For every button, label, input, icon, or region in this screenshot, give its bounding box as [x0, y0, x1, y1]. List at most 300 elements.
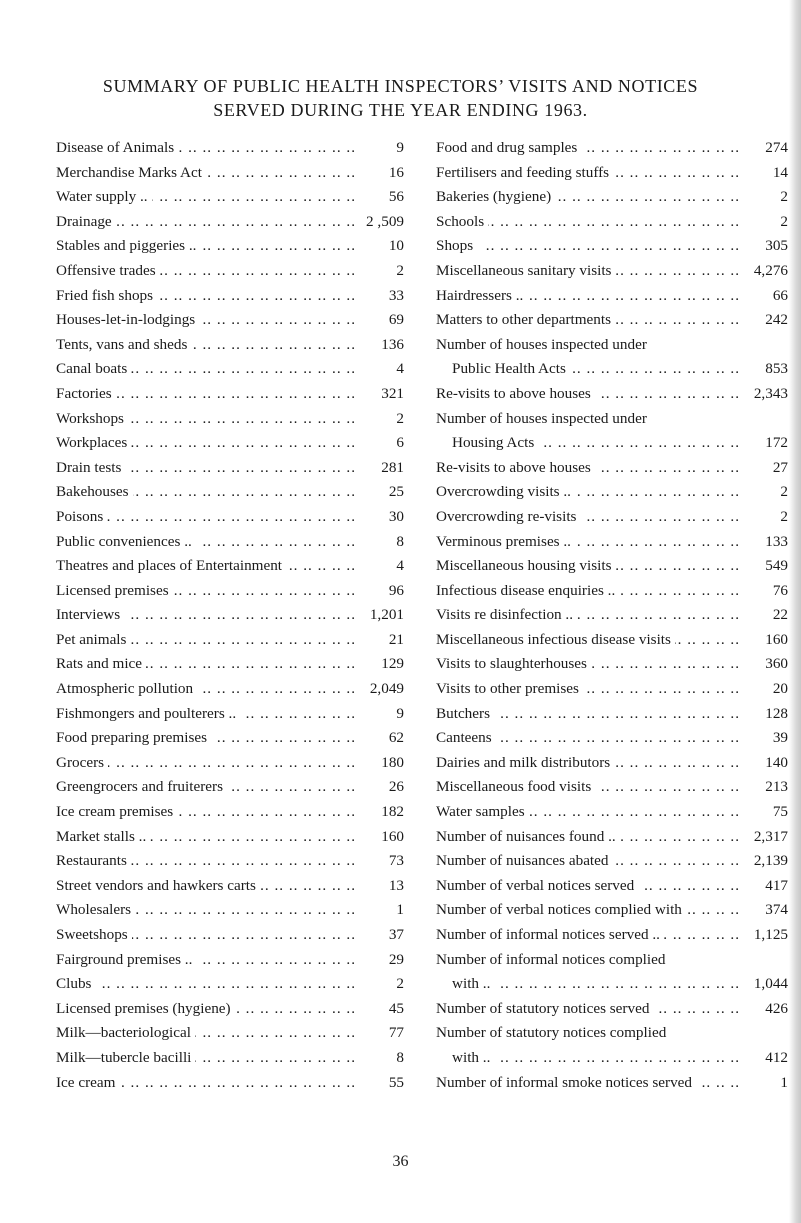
row-label-text: Fishmongers and poulterers .. — [56, 705, 240, 722]
row-value: 9 — [356, 136, 404, 161]
row-label — [436, 407, 740, 432]
row-label — [436, 775, 740, 800]
row-label-text: Butchers — [436, 705, 494, 722]
table-row — [436, 185, 788, 210]
table-row — [436, 1021, 788, 1046]
row-label-text: Houses-let-in-lodgings — [56, 311, 199, 328]
row-label — [56, 751, 356, 776]
row-label-text: Dairies and milk distributors — [436, 754, 614, 771]
row-label — [56, 382, 356, 407]
row-value: 4,276 — [740, 259, 788, 284]
row-label-text: Greengrocers and fruiterers — [56, 778, 227, 795]
page-title — [0, 74, 801, 122]
row-value: 13 — [356, 874, 404, 899]
row-value: 9 — [356, 702, 404, 727]
row-value: 21 — [356, 628, 404, 653]
row-value: 853 — [740, 357, 788, 382]
row-label — [436, 972, 740, 997]
row-value: 62 — [356, 726, 404, 751]
table-row — [56, 382, 404, 407]
row-label-text: Canal boats — [56, 360, 131, 377]
table-row — [56, 948, 404, 973]
table-row — [436, 628, 788, 653]
row-label-text: Market stalls .. — [56, 828, 150, 845]
row-label — [56, 259, 356, 284]
row-label — [436, 997, 740, 1022]
row-value: 20 — [740, 677, 788, 702]
row-value: 213 — [740, 775, 788, 800]
row-label-text: Milk—bacteriological — [56, 1024, 195, 1041]
row-label-text: Number of nuisances abated — [436, 852, 612, 869]
row-value: 69 — [356, 308, 404, 333]
row-value: 39 — [740, 726, 788, 751]
row-label — [436, 234, 740, 259]
row-label — [436, 849, 740, 874]
row-label — [56, 702, 356, 727]
row-label — [56, 579, 356, 604]
row-label — [436, 161, 740, 186]
table-row — [436, 874, 788, 899]
row-label-text: Number of informal smoke notices served — [436, 1074, 696, 1091]
table-row — [56, 161, 404, 186]
row-label — [56, 357, 356, 382]
row-label — [56, 997, 356, 1022]
row-label — [436, 456, 740, 481]
row-value: 76 — [740, 579, 788, 604]
row-label-text: Overcrowding re-visits — [436, 508, 580, 525]
table-row — [436, 456, 788, 481]
table-row — [436, 308, 788, 333]
table-row — [56, 652, 404, 677]
row-value: 4 — [356, 554, 404, 579]
row-label — [56, 407, 356, 432]
row-label-text: Infectious disease enquiries .. — [436, 582, 619, 599]
row-label-text: Clubs — [56, 975, 95, 992]
row-label-text: Fried fish shops — [56, 287, 157, 304]
row-label — [436, 579, 740, 604]
table-row — [436, 382, 788, 407]
table-row — [436, 972, 788, 997]
row-value: 281 — [356, 456, 404, 481]
row-value: 549 — [740, 554, 788, 579]
row-value: 2,317 — [740, 825, 788, 850]
row-value: 8 — [356, 530, 404, 555]
row-value: 1,201 — [356, 603, 404, 628]
row-label — [56, 530, 356, 555]
row-value: 2 — [740, 185, 788, 210]
table-row — [56, 628, 404, 653]
row-label-text: Sweetshops — [56, 926, 132, 943]
row-label-text: Food and drug samples — [436, 139, 581, 156]
row-value: 128 — [740, 702, 788, 727]
row-label-text: Poisons — [56, 508, 107, 525]
row-label-text: Atmospheric pollution — [56, 680, 197, 697]
row-label-text: Hairdressers .. — [436, 287, 527, 304]
row-label-text: Overcrowding visits .. — [436, 483, 575, 500]
row-label-text: Number of informal notices complied — [436, 951, 669, 968]
table-row — [436, 136, 788, 161]
row-value: 2 ,509 — [356, 210, 404, 235]
table-row — [436, 800, 788, 825]
row-label — [436, 259, 740, 284]
row-label — [56, 775, 356, 800]
row-label-text: Pet animals — [56, 631, 130, 648]
row-label-text: Licensed premises — [56, 582, 173, 599]
row-label-text: Stables and piggeries .. — [56, 237, 200, 254]
row-label-text: Number of houses inspected under — [436, 410, 651, 427]
row-label-text: with .. — [452, 975, 494, 992]
row-value: 45 — [356, 997, 404, 1022]
row-label-text: Housing Acts — [452, 434, 538, 451]
row-label-text: Number of nuisances found .. — [436, 828, 620, 845]
row-label-text: Canteens — [436, 729, 496, 746]
row-value: 73 — [356, 849, 404, 874]
row-label — [56, 1021, 356, 1046]
table-row — [56, 726, 404, 751]
table-row — [436, 898, 788, 923]
table-row — [436, 1071, 788, 1096]
table-row — [56, 579, 404, 604]
table-row — [56, 210, 404, 235]
row-label — [436, 1046, 740, 1071]
row-label — [436, 923, 740, 948]
table-row — [436, 161, 788, 186]
row-label — [56, 456, 356, 481]
row-value: 29 — [356, 948, 404, 973]
row-label — [436, 1021, 740, 1046]
table-row — [436, 948, 788, 973]
row-label-text: Verminous premises .. — [436, 533, 575, 550]
row-value: 180 — [356, 751, 404, 776]
row-label-text: Bakeries (hygiene) — [436, 188, 555, 205]
row-label — [56, 431, 356, 456]
row-value: 77 — [356, 1021, 404, 1046]
row-label — [56, 948, 356, 973]
row-label-text: Re-visits to above houses — [436, 385, 595, 402]
row-label-text: Matters to other departments — [436, 311, 615, 328]
table-row — [436, 357, 788, 382]
row-label — [56, 234, 356, 259]
row-label — [56, 628, 356, 653]
table-row — [56, 308, 404, 333]
table-row — [436, 652, 788, 677]
table-row — [56, 751, 404, 776]
row-label-text: Number of informal notices served .. — [436, 926, 664, 943]
table-row — [56, 333, 404, 358]
row-label-text: Number of verbal notices served — [436, 877, 638, 894]
row-value: 140 — [740, 751, 788, 776]
table-row — [56, 1071, 404, 1096]
row-label — [436, 333, 740, 358]
row-label-text: Miscellaneous food visits — [436, 778, 595, 795]
row-label — [56, 185, 356, 210]
row-label — [436, 702, 740, 727]
row-label-text: Water samples — [436, 803, 529, 820]
row-label — [56, 898, 356, 923]
table-row — [436, 431, 788, 456]
row-label — [436, 284, 740, 309]
table-row — [56, 284, 404, 309]
row-value: 4 — [356, 357, 404, 382]
row-label-text: Workplaces — [56, 434, 131, 451]
left-column — [56, 136, 404, 1095]
row-value: 133 — [740, 530, 788, 555]
table-row — [436, 333, 788, 358]
row-label — [56, 849, 356, 874]
row-value: 305 — [740, 234, 788, 259]
row-label — [56, 677, 356, 702]
table-row — [436, 923, 788, 948]
row-label — [436, 554, 740, 579]
row-label — [56, 923, 356, 948]
row-label — [56, 308, 356, 333]
row-label — [436, 505, 740, 530]
table-row — [56, 259, 404, 284]
row-value: 274 — [740, 136, 788, 161]
row-value: 321 — [356, 382, 404, 407]
title-line-1: SUMMARY OF PUBLIC HEALTH INSPECTORS’ VISITS AND NOTICES — [102, 76, 699, 96]
row-value: 242 — [740, 308, 788, 333]
row-label — [436, 357, 740, 382]
row-label — [56, 726, 356, 751]
row-value: 1,125 — [740, 923, 788, 948]
row-label — [436, 751, 740, 776]
row-label-text: Food preparing premises — [56, 729, 211, 746]
row-label-text: Ice cream premises — [56, 803, 177, 820]
row-label — [56, 825, 356, 850]
row-value: 1 — [356, 898, 404, 923]
row-label-text: Number of verbal notices complied with — [436, 901, 686, 918]
table-row — [56, 554, 404, 579]
row-label-text: Number of statutory notices complied — [436, 1024, 670, 1041]
table-row — [436, 210, 788, 235]
row-label — [56, 603, 356, 628]
row-label-text: Street vendors and hawkers carts — [56, 877, 260, 894]
row-label — [436, 382, 740, 407]
row-value: 66 — [740, 284, 788, 309]
row-value: 30 — [356, 505, 404, 530]
table-row — [436, 579, 788, 604]
row-label — [56, 1046, 356, 1071]
table-row — [56, 530, 404, 555]
table-row — [56, 898, 404, 923]
table-row — [436, 677, 788, 702]
row-value: 360 — [740, 652, 788, 677]
row-value: 2 — [356, 972, 404, 997]
row-label — [56, 136, 356, 161]
table-row — [436, 480, 788, 505]
table-row — [56, 185, 404, 210]
table-row — [56, 1046, 404, 1071]
row-label-text: Milk—tubercle bacilli — [56, 1049, 195, 1066]
row-label — [56, 874, 356, 899]
row-label-text: Bakehouses — [56, 483, 133, 500]
row-value: 2,139 — [740, 849, 788, 874]
row-label-text: Rats and mice — [56, 655, 146, 672]
row-value: 412 — [740, 1046, 788, 1071]
page-edge-shadow — [789, 0, 801, 1223]
row-label — [56, 800, 356, 825]
table-row — [436, 259, 788, 284]
row-value: 417 — [740, 874, 788, 899]
row-value: 1 — [740, 1071, 788, 1096]
row-label — [56, 1071, 356, 1096]
row-label-text: Visits to slaughterhouses — [436, 655, 591, 672]
row-value: 96 — [356, 579, 404, 604]
row-label-text: Fertilisers and feeding stuffs — [436, 164, 613, 181]
row-label — [56, 284, 356, 309]
row-label-text: Public conveniences .. — [56, 533, 196, 550]
table-row — [56, 677, 404, 702]
table-row — [56, 923, 404, 948]
table-row — [56, 825, 404, 850]
row-value: 16 — [356, 161, 404, 186]
table-row — [436, 284, 788, 309]
row-label — [436, 431, 740, 456]
row-label — [56, 505, 356, 530]
row-value: 2 — [740, 505, 788, 530]
row-label-text: Miscellaneous infectious disease visits — [436, 631, 675, 648]
row-label — [436, 800, 740, 825]
table-row — [436, 849, 788, 874]
table-row — [56, 800, 404, 825]
table-row — [56, 972, 404, 997]
row-label-text: Theatres and places of Entertainment — [56, 557, 286, 574]
row-label — [436, 874, 740, 899]
row-label-text: Miscellaneous housing visits — [436, 557, 616, 574]
row-value: 22 — [740, 603, 788, 628]
table-row — [436, 603, 788, 628]
table-row — [56, 1021, 404, 1046]
row-value: 160 — [740, 628, 788, 653]
row-label — [436, 652, 740, 677]
table-row — [56, 357, 404, 382]
row-label — [56, 480, 356, 505]
row-label — [436, 603, 740, 628]
row-value: 2 — [740, 480, 788, 505]
row-value: 56 — [356, 185, 404, 210]
table-row — [56, 407, 404, 432]
row-label — [56, 554, 356, 579]
row-label-text: Workshops — [56, 410, 128, 427]
row-label — [56, 161, 356, 186]
row-value: 374 — [740, 898, 788, 923]
table-row — [436, 505, 788, 530]
row-label-text: Wholesalers — [56, 901, 135, 918]
row-value: 129 — [356, 652, 404, 677]
row-label-text: Grocers — [56, 754, 108, 771]
table-row — [56, 234, 404, 259]
row-label-text: Merchandise Marks Act — [56, 164, 206, 181]
row-label — [56, 333, 356, 358]
row-label-text: Restaurants — [56, 852, 131, 869]
row-label — [436, 677, 740, 702]
row-label — [436, 628, 740, 653]
table-row — [56, 849, 404, 874]
table-row — [56, 431, 404, 456]
row-label-text: Public Health Acts — [452, 360, 570, 377]
row-label-text: Drainage — [56, 213, 116, 230]
row-value: 426 — [740, 997, 788, 1022]
table-row — [436, 234, 788, 259]
row-label — [436, 1071, 740, 1096]
row-label-text: Fairground premises .. — [56, 951, 196, 968]
row-label — [56, 972, 356, 997]
row-value: 2 — [740, 210, 788, 235]
row-label — [436, 825, 740, 850]
table-row — [56, 136, 404, 161]
row-value: 136 — [356, 333, 404, 358]
row-label-text: Number of statutory notices served — [436, 1000, 653, 1017]
row-label-text: Ice cream — [56, 1074, 119, 1091]
row-label-text: Schools — [436, 213, 488, 230]
table-row — [56, 702, 404, 727]
row-value: 55 — [356, 1071, 404, 1096]
row-value: 172 — [740, 431, 788, 456]
row-label-text: Licensed premises (hygiene) — [56, 1000, 235, 1017]
row-label — [56, 210, 356, 235]
title-line-2: SERVED DURING THE YEAR ENDING 1963. — [213, 100, 588, 120]
row-value: 14 — [740, 161, 788, 186]
row-label — [436, 530, 740, 555]
table-row — [56, 997, 404, 1022]
row-label — [436, 726, 740, 751]
row-value: 27 — [740, 456, 788, 481]
row-label — [436, 308, 740, 333]
table-row — [56, 505, 404, 530]
table-row — [436, 751, 788, 776]
right-column — [436, 136, 788, 1095]
table-row — [436, 554, 788, 579]
row-label-text: Visits to other premises — [436, 680, 583, 697]
row-label — [436, 210, 740, 235]
row-value: 25 — [356, 480, 404, 505]
row-label-text: Disease of Animals — [56, 139, 178, 156]
row-value: 6 — [356, 431, 404, 456]
row-value: 37 — [356, 923, 404, 948]
row-value: 2,343 — [740, 382, 788, 407]
table-row — [436, 997, 788, 1022]
row-value: 26 — [356, 775, 404, 800]
table-row — [436, 702, 788, 727]
page-number: 36 — [392, 1153, 409, 1170]
table-row — [56, 874, 404, 899]
table-row — [436, 726, 788, 751]
table-row — [436, 530, 788, 555]
row-label-text: Interviews — [56, 606, 124, 623]
table-row — [436, 1046, 788, 1071]
row-value: 75 — [740, 800, 788, 825]
table-row — [56, 603, 404, 628]
row-label-text: Number of houses inspected under — [436, 336, 651, 353]
row-label — [436, 948, 740, 973]
row-label-text: Offensive trades — [56, 262, 160, 279]
row-value: 33 — [356, 284, 404, 309]
row-value: 160 — [356, 825, 404, 850]
table-row — [56, 456, 404, 481]
row-value: 10 — [356, 234, 404, 259]
row-label-text: Drain tests — [56, 459, 125, 476]
row-label-text: with .. — [452, 1049, 494, 1066]
table-row — [436, 407, 788, 432]
row-label — [436, 185, 740, 210]
table-row — [56, 775, 404, 800]
row-label-text: Tents, vans and sheds — [56, 336, 191, 353]
table-row — [56, 480, 404, 505]
row-label — [436, 898, 740, 923]
row-value: 8 — [356, 1046, 404, 1071]
row-value: 2 — [356, 407, 404, 432]
